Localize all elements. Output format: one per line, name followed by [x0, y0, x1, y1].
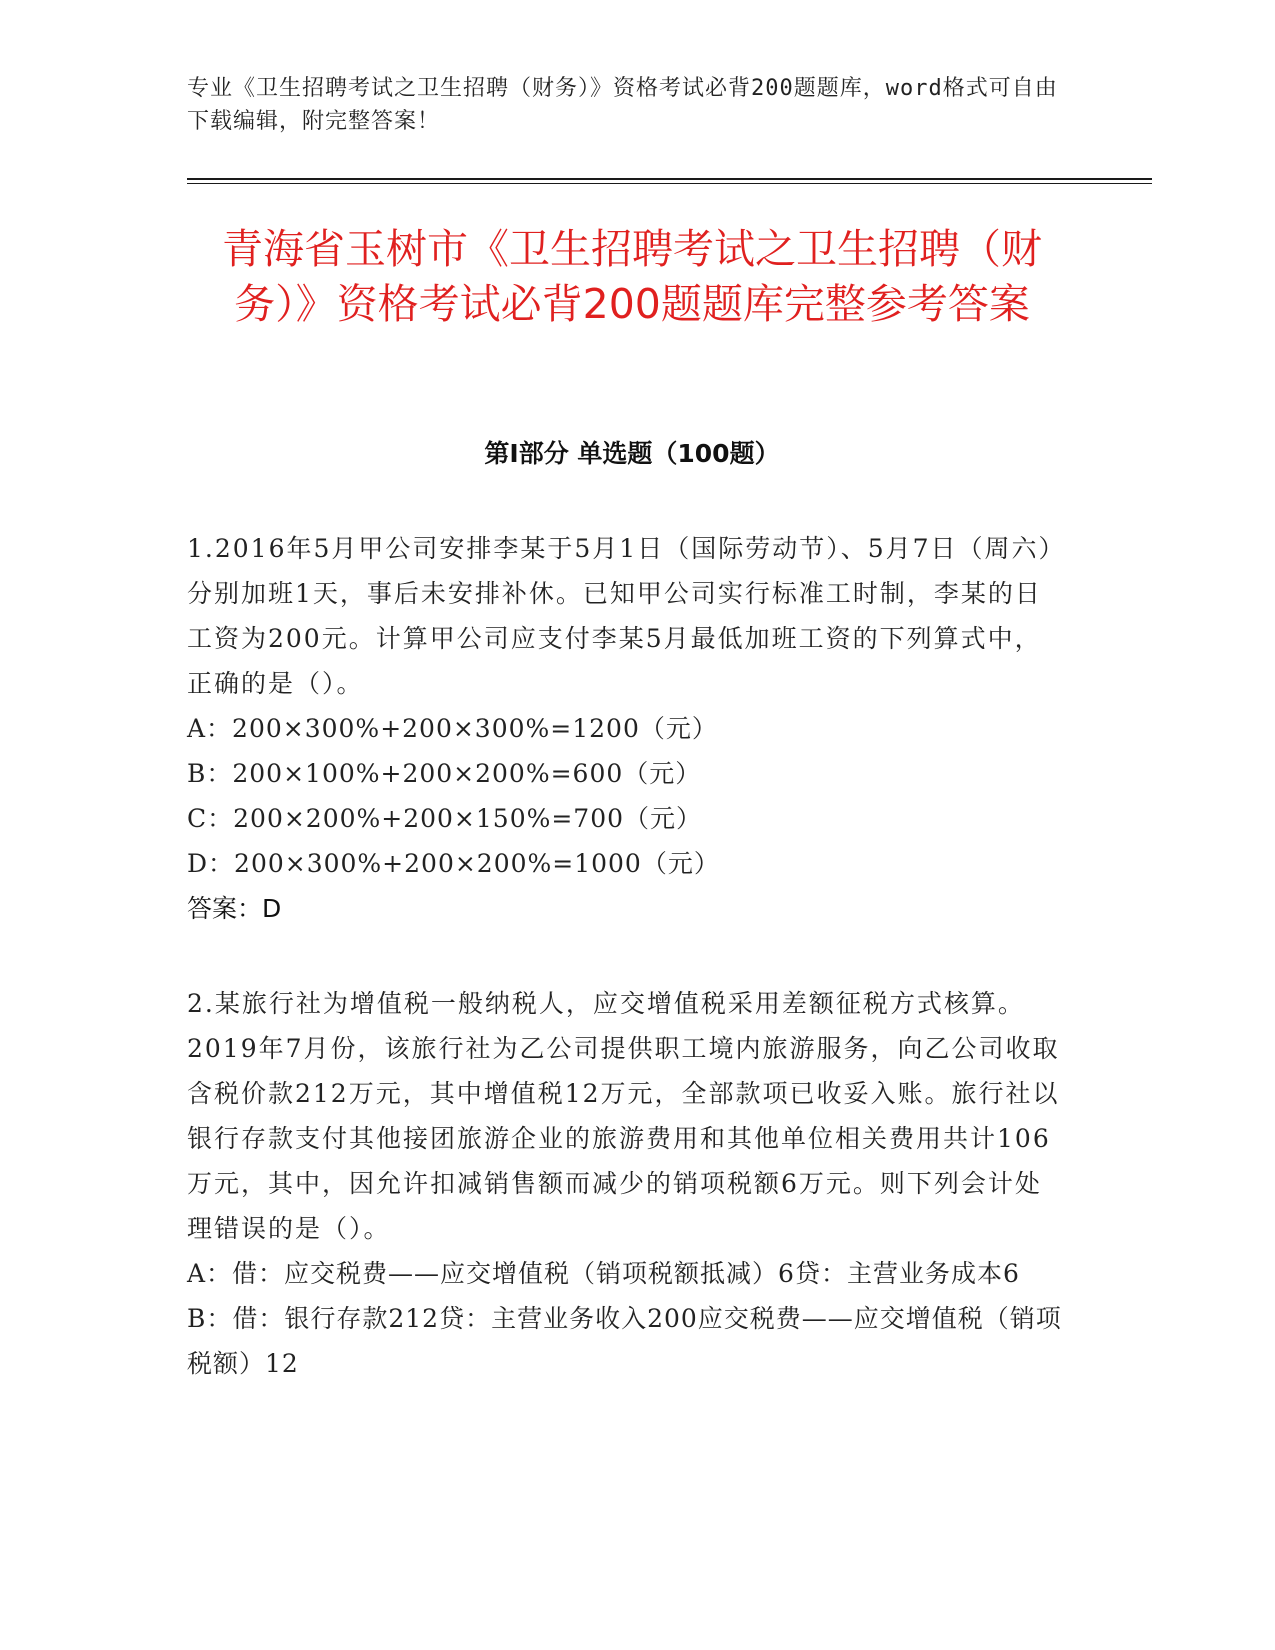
question-2 — [187, 981, 1067, 1386]
document-title: 青海省玉树市《卫生招聘考试之卫生招聘（财务）》资格考试必背200题题库完整参考答案 — [222, 225, 1042, 328]
section-heading: 第Ⅰ部分 单选题（100题） — [484, 439, 780, 468]
option-b: B：借：银行存款212贷：主营业务收入200应交税费——应交增值税（销项税额）12 — [187, 1304, 1062, 1378]
option-b: B：200×100%+200×200%=600（元） — [187, 759, 702, 788]
option-a: A：200×300%+200×300%=1200（元） — [187, 714, 718, 743]
answer-line: 答案：D — [187, 894, 282, 923]
option-c: C：200×200%+200×150%=700（元） — [187, 804, 703, 833]
option-a: A：借：应交税费——应交增值税（销项税额抵减）6贷：主营业务成本6 — [187, 1259, 1020, 1288]
question-1 — [187, 526, 1067, 931]
question-stem: 2.某旅行社为增值税一般纳税人，应交增值税采用差额征税方式核算。2019年7月份，该旅行社为乙公司提供职工境内旅游服务，向乙公司收取含税价款212万元，其中增值税12万元，全部款项已收妥入账。旅行社以银行存款支付其他接团旅游企业的旅游费用和其他单位相关费用共计106万元，其中，因允许扣减销售额而减少的销项税额6万元。则下列会计处理错误的是（）。 — [187, 989, 1060, 1243]
option-d: D：200×300%+200×200%=1000（元） — [187, 849, 720, 878]
header-divider-thin — [187, 183, 1152, 184]
header-note: 专业《卫生招聘考试之卫生招聘（财务）》资格考试必背200题题库，word格式可自由下载编辑，附完整答案！ — [187, 76, 1058, 134]
question-stem: 1.2016年5月甲公司安排李某于5月1日（国际劳动节）、5月7日（周六）分别加班1天，事后未安排补休。已知甲公司实行标准工时制，李某的日工资为200元。计算甲公司应支付李某5月最低加班工资的下列算式中，正确的是（）。 — [187, 534, 1066, 698]
header-divider-thick — [187, 178, 1152, 180]
